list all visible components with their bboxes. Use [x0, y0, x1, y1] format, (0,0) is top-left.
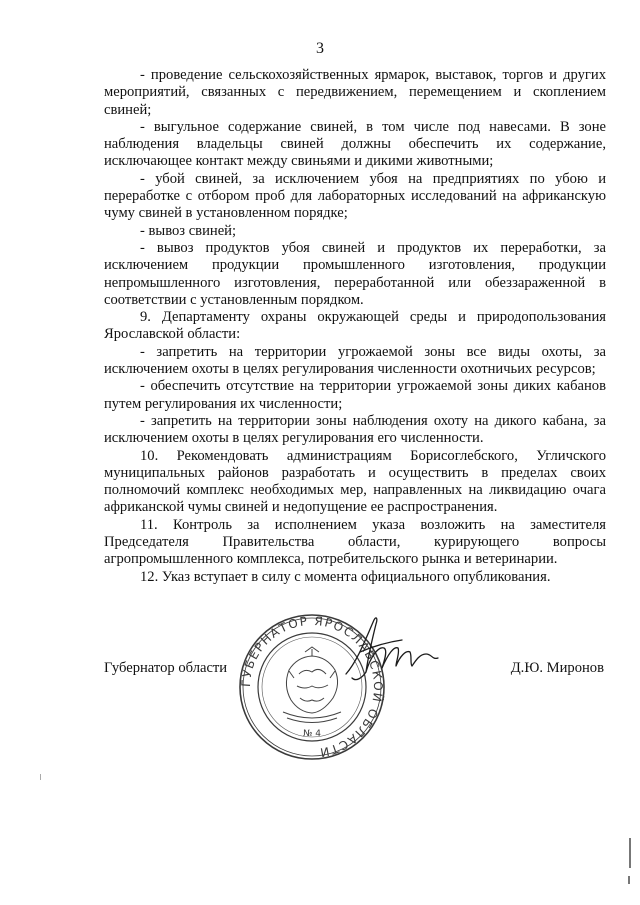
paragraph-7: - запретить на территории угрожаемой зоны все виды охоты, за исключением охоты в целях регулирования численности охотничьих ресурсов;: [104, 343, 606, 378]
paragraph-11: 11. Контроль за исполнением указа возложить на заместителя Председателя Правительства области, курирующего вопросы агропромышленного комплекса, потребительского рынка и ветеринарии.: [104, 516, 606, 568]
paragraph-9: - запретить на территории зоны наблюдения охоту на дикого кабана, за исключением охоты в целях регулирования его численности.: [104, 412, 606, 447]
paragraph-1: - проведение сельскохозяйственных ярмарок, выставок, торгов и других мероприятий, связанных с передвижением, перемещением и скоплением свиней;: [104, 67, 606, 118]
paragraph-3: - убой свиней, за исключением убоя на предприятиях по убою и переработке с отбором проб для лабораторных исследований на африканскую чуму свиней в установленном порядке;: [104, 170, 606, 222]
handwritten-signature-icon: [340, 608, 450, 688]
svg-text:ГУБЕРНАТОР ЯРОСЛАВСКОЙ ОБЛАСТИ: ГУБЕРНАТОР ЯРОСЛАВСКОЙ ОБЛАСТИ: [238, 613, 386, 760]
document-body: [104, 67, 606, 586]
scan-edge-mark: [40, 774, 41, 780]
scan-edge-mark: [628, 876, 630, 884]
paragraph-4: - вывоз свиней;: [140, 222, 237, 239]
scan-edge-mark: [629, 838, 631, 868]
page-number: 3: [316, 40, 324, 57]
signatory-name: Д.Ю. Миронов: [510, 660, 604, 676]
paragraph-8: - обеспечить отсутствие на территории угрожаемой зоны диких кабанов путем регулирования их численности;: [104, 378, 606, 412]
paragraph-2: - выгульное содержание свиней, в том числе под навесами. В зоне наблюдения владельцы свиней должны обеспечить их содержание, исключающее контакт между свиньями и дикими животными;: [104, 118, 606, 170]
paragraph-12: 12. Указ вступает в силу с момента официального опубликования.: [140, 568, 551, 585]
paragraph-6: 9. Департаменту охраны окружающей среды и природопользования Ярославской области:: [104, 309, 606, 343]
seal-number: № 4: [303, 729, 321, 739]
paragraph-5: - вывоз продуктов убоя свиней и продуктов их переработки, за исключением продукции промышленного изготовления, продукции непромышленного изготовления, переработанной или обеззараженной в соответствии с установленным порядком.: [104, 239, 606, 308]
signatory-position: Губернатор области: [104, 660, 228, 676]
paragraph-10: 10. Рекомендовать администрациям Борисоглебского, Угличского муниципальных районов разработать и осуществить в пределах своих полномочий комплекс необходимых мер, направленных на ликвидацию очага африканской чумы свиней и недопущение ее распространения.: [104, 447, 606, 516]
